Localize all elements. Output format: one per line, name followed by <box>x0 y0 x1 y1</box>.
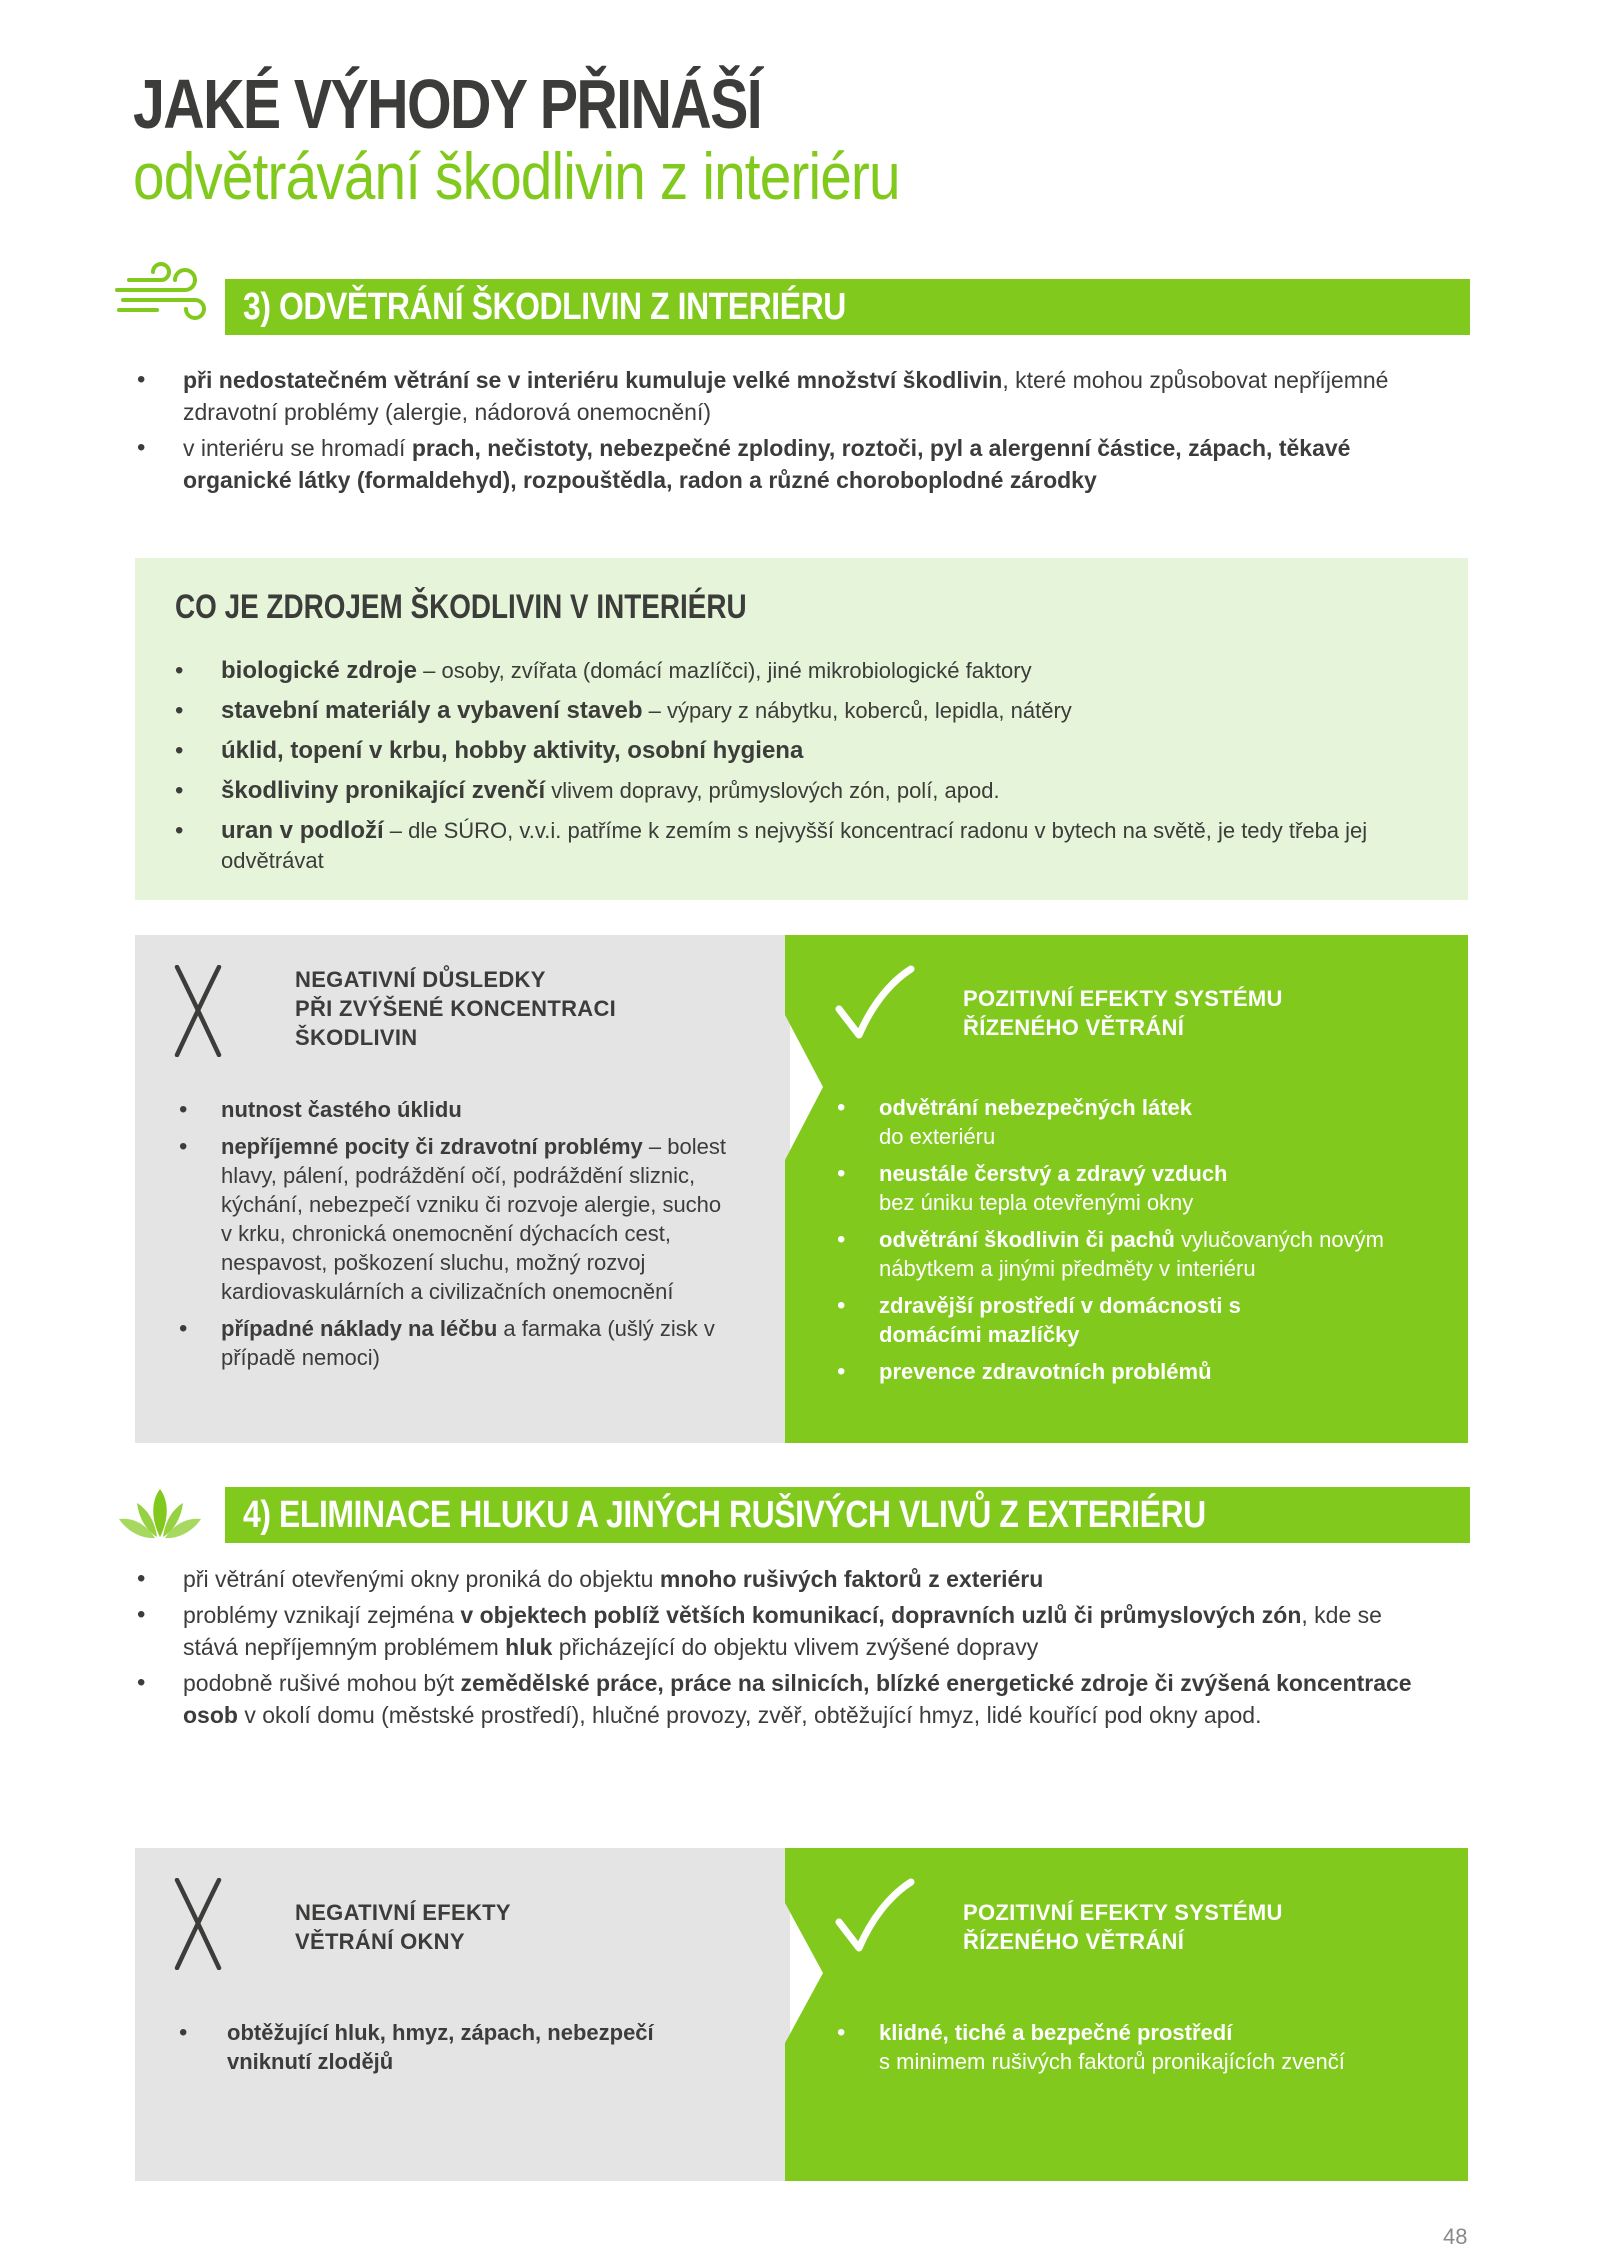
list-item: • obtěžující hluk, hmyz, zápach, nebezpečí vniknutí zlodějů <box>177 2018 717 2076</box>
list-item: • prevence zdravotních problémů <box>835 1357 1435 1386</box>
list-item: • nutnost častého úklidu <box>177 1095 737 1124</box>
sources-title: CO JE ZDROJEM ŠKODLIVIN V INTERIÉRU <box>175 588 747 626</box>
positive-list <box>835 1093 1435 1394</box>
comparison-panel-2 <box>135 1848 1468 2181</box>
page-subtitle: odvětrávání škodlivin z interiéru <box>133 139 900 213</box>
checkmark-icon <box>835 1878 915 1958</box>
negative-title: NEGATIVNÍ EFEKTY VĚTRÁNÍ OKNY <box>295 1900 511 1954</box>
section-heading-3 <box>225 279 1470 335</box>
list-item: • zdravější prostředí v domácnosti s domácími mazlíčky <box>835 1291 1435 1349</box>
list-item: • odvětrání škodlivin či pachů vylučovaných novým nábytkem a jinými předměty v interiéru <box>835 1225 1435 1283</box>
wind-icon <box>115 262 215 322</box>
list-item: • nepříjemné pocity či zdravotní problémy – bolest hlavy, pálení, podráždění očí, podráždění sliznic, kýchání, nebezpečí vzniku či rozvoje alergie, sucho v krku, chronická onemocnění dýchacích cest, nespavost, poškození sluchu, možný rozvoj kardiovaskulárních a civilizačních onemocnění <box>177 1132 737 1306</box>
section4-bullet-list <box>135 1563 1425 1731</box>
page-number: 48 <box>1443 2224 1468 2249</box>
section-heading-4 <box>225 1487 1470 1543</box>
list-item: • neustále čerstvý a zdravý vzduch bez úniku tepla otevřenými okny <box>835 1159 1435 1217</box>
section-heading-3-text: 3) ODVĚTRÁNÍ ŠKODLIVIN Z INTERIÉRU <box>243 286 846 328</box>
comparison-panel-1 <box>135 935 1468 1443</box>
sources-list <box>173 656 1443 886</box>
negative-list <box>177 2018 717 2084</box>
checkmark-icon <box>835 965 915 1045</box>
list-item: • při větrání otevřenými okny proniká do objektu mnoho rušivých faktorů z exteriéru <box>135 1563 1425 1595</box>
cross-icon <box>173 965 223 1057</box>
negative-list <box>177 1095 737 1380</box>
list-item: • problémy vznikají zejména v objektech poblíž větších komunikací, dopravních uzlů či průmyslových zón, kde se stává nepříjemným problémem hluk přicházející do objektu vlivem zvýšené dopravy <box>135 1599 1425 1663</box>
positive-title: POZITIVNÍ EFEKTY SYSTÉMU ŘÍZENÉHO VĚTRÁNÍ <box>963 986 1283 1040</box>
positive-list <box>835 2018 1355 2084</box>
list-item: • úklid, topení v krbu, hobby aktivity, osobní hygiena <box>173 736 1443 766</box>
list-item: • škodliviny pronikající zvenčí vlivem dopravy, průmyslových zón, polí, apod. <box>173 776 1443 806</box>
list-item: • odvětrání nebezpečných látek do exteriéru <box>835 1093 1435 1151</box>
sources-panel <box>135 558 1468 900</box>
section3-bullet-list <box>135 364 1445 496</box>
positive-title: POZITIVNÍ EFEKTY SYSTÉMU ŘÍZENÉHO VĚTRÁNÍ <box>963 1900 1283 1954</box>
list-item: • stavební materiály a vybavení staveb – výpary z nábytku, koberců, lepidla, nátěry <box>173 696 1443 726</box>
list-item: • při nedostatečném větrání se v interiéru kumuluje velké množství škodlivin, které mohou způsobovat nepříjemné zdravotní problémy (alergie, nádorová onemocnění) <box>135 364 1445 428</box>
list-item: • uran v podloží – dle SÚRO, v.v.i. patříme k zemím s nejvyšší koncentrací radonu v bytech na světě, je tedy třeba jej odvětrávat <box>173 816 1443 876</box>
list-item: • klidné, tiché a bezpečné prostředí s minimem rušivých faktorů pronikajících zvenčí <box>835 2018 1355 2076</box>
lotus-icon <box>117 1485 203 1541</box>
list-item: • podobně rušivé mohou být zemědělské práce, práce na silnicích, blízké energetické zdroje či zvýšená koncentrace osob v okolí domu (městské prostředí), hlučné provozy, zvěř, obtěžující hmyz, lidé kouřící pod okny apod. <box>135 1667 1425 1731</box>
list-item: • biologické zdroje – osoby, zvířata (domácí mazlíčci), jiné mikrobiologické faktory <box>173 656 1443 686</box>
list-item: • v interiéru se hromadí prach, nečistoty, nebezpečné zplodiny, roztoči, pyl a alergenní částice, zápach, těkavé organické látky (formaldehyd), rozpouštědla, radon a různé choroboplodné zárodky <box>135 432 1445 496</box>
section-heading-4-text: 4) ELIMINACE HLUKU A JINÝCH RUŠIVÝCH VLIVŮ Z EXTERIÉRU <box>243 1494 1206 1536</box>
negative-title: NEGATIVNÍ DŮSLEDKY PŘI ZVÝŠENÉ KONCENTRACI ŠKODLIVIN <box>295 967 617 1050</box>
page-title: JAKÉ VÝHODY PŘINÁŠÍ <box>133 65 762 143</box>
cross-icon <box>173 1878 223 1970</box>
list-item: • případné náklady na léčbu a farmaka (ušlý zisk v případě nemoci) <box>177 1314 737 1372</box>
